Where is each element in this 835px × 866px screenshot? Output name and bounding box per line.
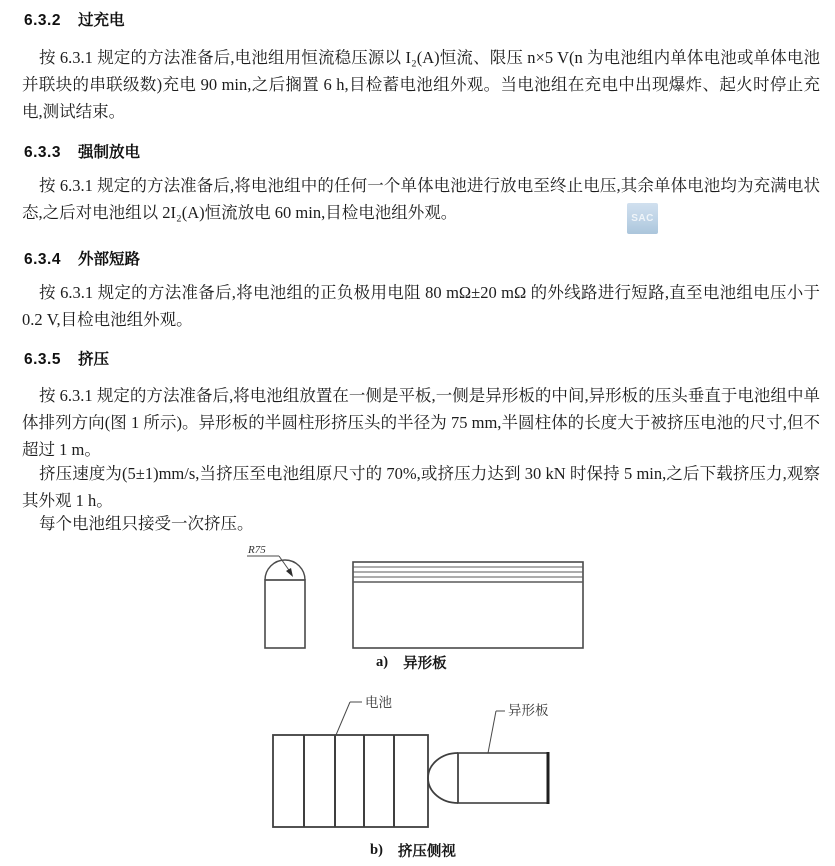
section-number: 6.3.5 bbox=[24, 351, 61, 368]
plate-leader-line bbox=[488, 711, 496, 753]
caption-text: 挤压侧视 bbox=[397, 844, 456, 860]
paragraph: 按 6.3.1 规定的方法准备后,将电池组中的任何一个单体电池进行放电至终止电压,其余单体电池均为充满电状态,之后对电池组以 2I₂(A)恒流放电 60 min,目检电池组外观。 bbox=[22, 176, 820, 222]
section-title: 挤压 bbox=[77, 351, 109, 368]
battery-label: 电池 bbox=[365, 695, 392, 710]
section-heading-634 bbox=[24, 251, 140, 269]
caption-text: 异形板 bbox=[403, 656, 447, 672]
plate-body-outline bbox=[458, 753, 548, 803]
section-heading-633 bbox=[24, 144, 140, 162]
section-number: 6.3.3 bbox=[24, 144, 61, 161]
section-number: 6.3.4 bbox=[24, 251, 61, 268]
paragraph: 挤压速度为(5±1)mm/s,当挤压至电池组原尺寸的 70%,或挤压力达到 30 kN 时保持 5 min,之后下载挤压力,观察其外观 1 h。 bbox=[22, 464, 820, 510]
section-title: 强制放电 bbox=[77, 144, 140, 161]
section-number: 6.3.2 bbox=[24, 12, 61, 29]
figure-a-caption bbox=[376, 652, 447, 673]
plate-side-view-body bbox=[353, 562, 583, 648]
caption-letter: a) bbox=[376, 654, 389, 670]
section-title: 过充电 bbox=[77, 12, 125, 29]
radius-arrowhead bbox=[286, 568, 293, 577]
watermark-text: SAC bbox=[631, 213, 654, 224]
section-heading-635 bbox=[24, 351, 109, 369]
paragraph: 按 6.3.1 规定的方法准备后,将电池组的正负极用电阻 80 mΩ±20 mΩ 的外线路进行短路,直至电池组电压小于 0.2 V,目检电池组外观。 bbox=[22, 283, 820, 329]
shaped-plate-label: 异形板 bbox=[508, 703, 549, 718]
battery-pack-outline bbox=[273, 735, 428, 827]
battery-leader-line bbox=[336, 702, 350, 735]
plate-dome-arc bbox=[265, 560, 305, 580]
scan-watermark-stamp bbox=[627, 203, 658, 234]
paragraph: 按 6.3.1 规定的方法准备后,将电池组放置在一侧是平板,一侧是异形板的中间,异形板的压头垂直于电池组中单体排列方向(图 1 所示)。异形板的半圆柱形挤压头的半径为 75 mm,半圆柱体的长度大于被挤压电池的尺寸,但不超过 1 m。 bbox=[22, 386, 820, 459]
radius-dimension-label: R75 bbox=[248, 544, 266, 556]
section-heading-632 bbox=[24, 12, 125, 30]
plate-semicircular-head bbox=[428, 753, 458, 803]
paragraph: 每个电池组只接受一次挤压。 bbox=[39, 514, 254, 533]
caption-letter: b) bbox=[370, 842, 383, 858]
figure-a-shaped-plate-drawing bbox=[240, 540, 590, 655]
figure-b-crush-side-view-drawing bbox=[268, 688, 560, 835]
section-title: 外部短路 bbox=[77, 251, 140, 268]
paragraph: 按 6.3.1 规定的方法准备后,电池组用恒流稳压源以 I₂(A)恒流、限压 n×5 V(n 为电池组内单体电池或单体电池并联块的串联级数)充电 90 min,之后搁置 6 h,目检蓄电池组外观。当电池组在充电中出现爆炸、起火时停止充电,测试结束。 bbox=[22, 48, 820, 121]
plate-end-view-body bbox=[265, 580, 305, 648]
figure-b-caption bbox=[370, 840, 456, 861]
